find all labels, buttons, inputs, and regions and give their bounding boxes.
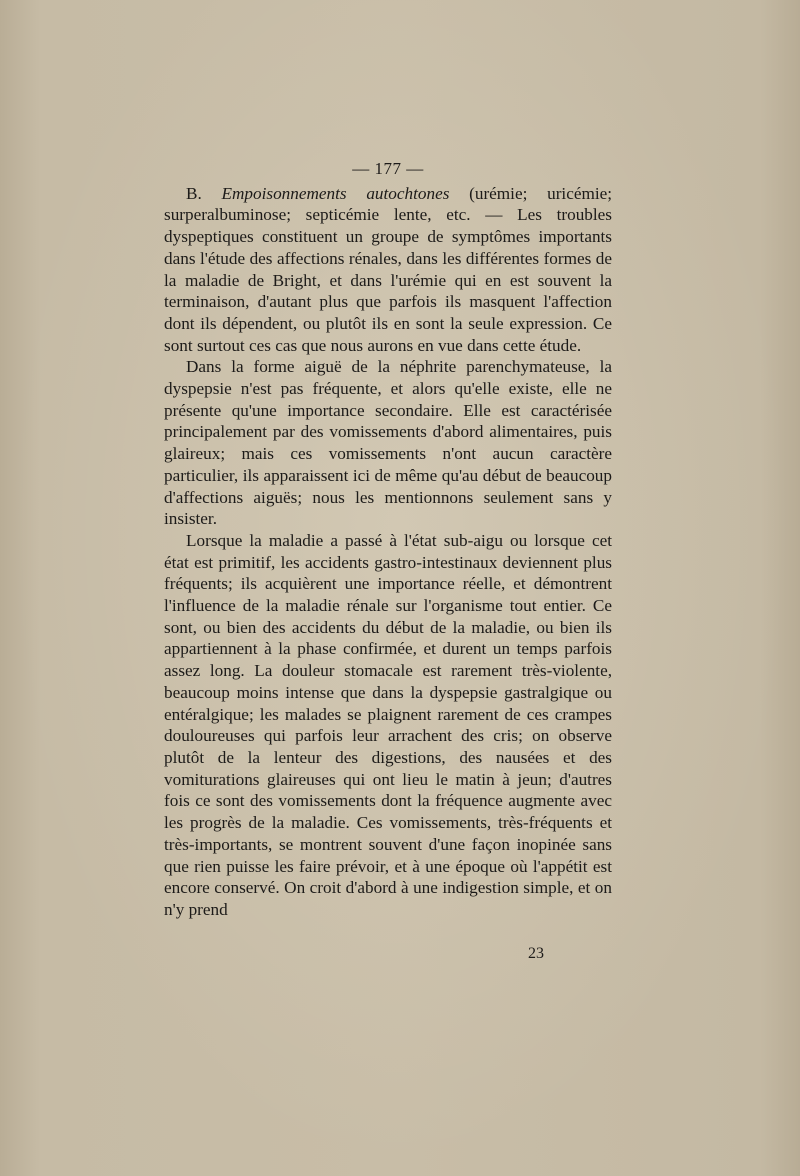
section-intro-text: (urémie; uricémie; surperalbuminose; septicémie lente, etc. — Les troubles dyspeptiques constituent un groupe de symptômes importants dans l'étude des affections rénales, dans les différentes formes de la maladie de Bright, et dans l'urémie qui en est souvent la terminaison, d'autant plus que parfois ils masquent l'affection dont ils dépendent, ou plutôt ils en sont la seule expression. Ce sont surtout ces cas que nous aurons en vue dans cette étude. <box>164 183 612 355</box>
page-text-block <box>164 158 612 921</box>
page-number: — 177 — <box>352 159 424 178</box>
section-title: Empoisonnements autochtones <box>221 183 450 203</box>
section-label: B. <box>186 183 202 203</box>
paragraph-subacute-form: Lorsque la maladie a passé à l'état sub-aigu ou lorsque cet état est primitif, les accidents gastro-intestinaux deviennent plus fréquents; ils acquièrent une importance réelle, et démontrent l'influence de la maladie rénale sur l'organisme tout entier. Ce sont, ou bien des accidents du début de la maladie, ou bien ils appartiennent à la phase confirmée, et durent un temps parfois assez long. La douleur stomacale est rarement très-violente, beaucoup moins intense que dans la dyspepsie gastralgique ou entéralgique; les malades se plaignent rarement de ces crampes douloureuses qui parfois leur arrachent des cris; on observe plutôt de la lenteur des digestions, des nausées et des vomiturations glaireuses qui ont lieu le matin à jeun; d'autres fois ce sont des vomissements dont la fréquence augmente avec les progrès de la maladie. Ces vomissements, très-fréquents et très-importants, se montrent souvent d'une façon inopinée sans que rien puisse les faire prévoir, et à une époque où l'appétit est encore conservé. On croit d'abord à une indigestion simple, et on n'y prend <box>164 530 612 919</box>
signature-mark: 23 <box>528 945 544 962</box>
paragraph-acute-form: Dans la forme aiguë de la néphrite parenchymateuse, la dyspepsie n'est pas fréquente, et alors qu'elle existe, elle ne présente qu'une importance secondaire. Elle est caractérisée principalement par des vomissements d'abord alimentaires, puis glaireux; mais ces vomissements n'ont aucun caractère particulier, ils apparaissent ici de même qu'au début de beaucoup d'affections aiguës; nous les mentionnons seulement sans y insister. <box>164 357 612 529</box>
paragraph-heading-section-b <box>164 183 612 357</box>
